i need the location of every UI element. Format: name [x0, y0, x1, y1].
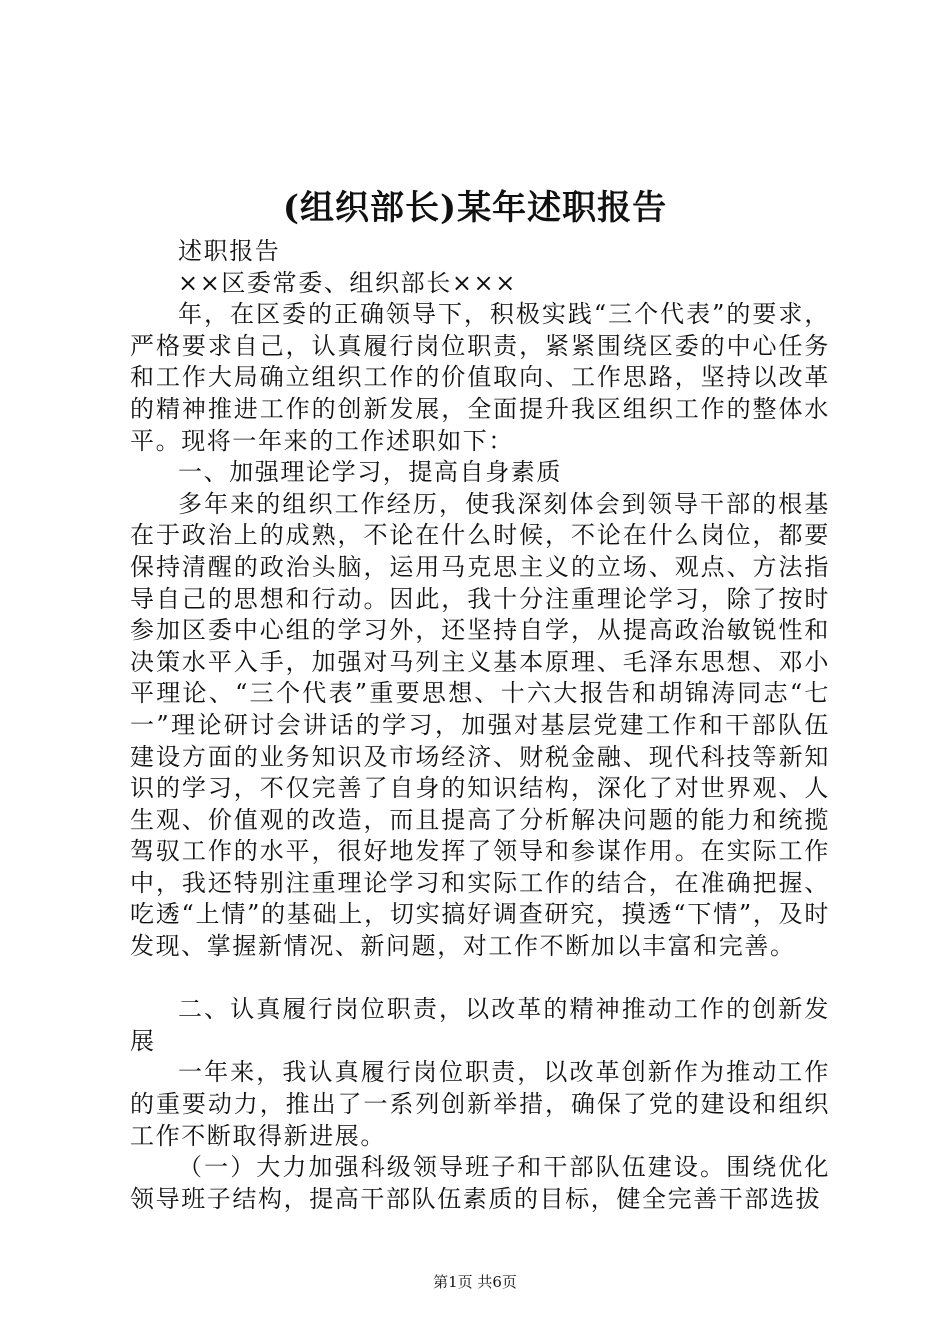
paragraph-author-line: ××区委常委、组织部长××× [178, 268, 517, 297]
page-title: (组织部长)某年述职报告 [282, 188, 668, 228]
paragraph-subsection-1: （一）大力加强科级领导班子和干部队伍建设。围绕优化领导班子结构，提高干部队伍素质的目标，健全完善干部选拔 [130, 1153, 830, 1213]
paragraph-intro: 年，在区委的正确领导下，积极实践“三个代表”的要求，严格要求自己，认真履行岗位职责，紧紧围绕区委的中心任务和工作大局确立组织工作的价值取向、工作思路，坚持以改革的精神推进工作的创新发展，全面提升我区组织工作的整体水平。现将一年来的工作述职如下： [130, 300, 830, 455]
document-body [130, 236, 830, 1215]
paragraph-heading-report: 述职报告 [178, 237, 281, 265]
paragraph-section-2: 一年来，我认真履行岗位职责，以改革创新作为推动工作的重要动力，推出了一系列创新举措，确保了党的建设和组织工作不断取得新进展。 [130, 1058, 830, 1150]
section-heading-1: 一、加强理论学习，提高自身素质 [178, 458, 562, 487]
paragraph-section-1: 多年来的组织工作经历，使我深刻体会到领导干部的根基在于政治上的成熟，不论在什么时候，不论在什么岗位，都要保持清醒的政治头脑，运用马克思主义的立场、观点、方法指导自己的思想和行动。因此，我十分注重理论学习，除了按时参加区委中心组的学习外，还坚持自学，从提高政治敏锐性和决策水平入手，加强对马列主义基本原理、毛泽东思想、邓小平理论、“三个代表”重要思想、十六大报告和胡锦涛同志“七一”理论研讨会讲话的学习，加强对基层党建工作和干部队伍建设方面的业务知识及市场经济、财税金融、现代科技等新知识的学习，不仅完善了自身的知识结构，深化了对世界观、人生观、价值观的改造，而且提高了分析解决问题的能力和统揽驾驭工作的水平，很好地发挥了领导和参谋作用。在实际工作中，我还特别注重理论学习和实际工作的结合，在准确把握、吃透“上情”的基础上，切实搞好调查研究，摸透“下情”，及时发现、掌握新情况、新问题，对工作不断加以丰富和完善。 [130, 489, 830, 961]
page-footer: 第1页 共6页 [433, 1273, 517, 1291]
section-heading-2: 二、认真履行岗位职责，以改革的精神推动工作的创新发展 [130, 995, 830, 1055]
